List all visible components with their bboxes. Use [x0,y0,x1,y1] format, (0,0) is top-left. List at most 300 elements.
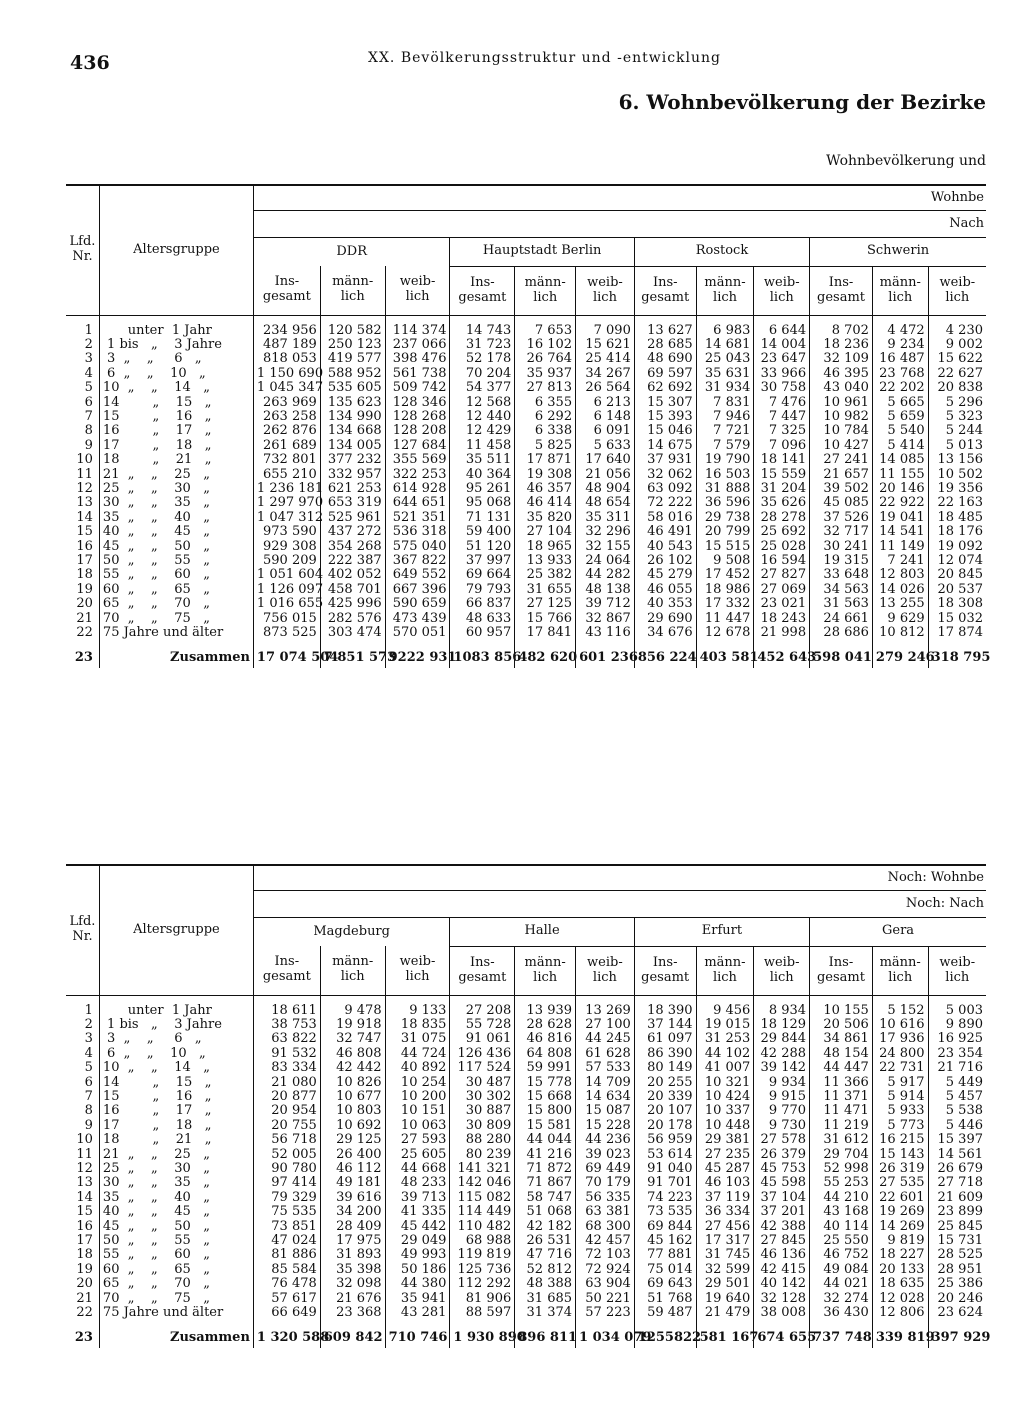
total-value: 482 620 [515,648,576,668]
table-row [66,367,986,381]
value-cell: 32 098 [320,1277,385,1291]
value-cell: 234 956 [253,324,320,338]
value-cell: 134 990 [320,410,385,424]
value-cell: 655 210 [253,468,320,482]
value-cell: 18 986 [696,583,754,597]
value-cell: 42 288 [754,1047,810,1061]
row-number: 16 [76,538,93,554]
total-value: 598 041 [810,648,873,668]
value-cell: 9 456 [696,1004,754,1018]
value-cell: 19 308 [515,468,576,482]
table-row [66,482,986,496]
value-cell: 10 616 [872,1018,928,1032]
value-cell: 18 227 [872,1248,928,1262]
value-cell: 5 633 [576,439,635,453]
col-weiblich: weib- lich [928,266,986,315]
value-cell: 13 933 [515,554,576,568]
total-value: 318 795 [928,648,986,668]
value-cell: 56 335 [576,1191,635,1205]
value-cell: 25 382 [515,568,576,582]
value-cell: 44 282 [576,568,635,582]
value-cell: 20 799 [696,525,754,539]
total-value: 17 074 504 [253,648,320,668]
value-cell: 52 178 [450,352,515,366]
value-cell: 18 390 [634,1004,696,1018]
value-cell: 10 826 [320,1076,385,1090]
value-cell: 44 236 [576,1133,635,1147]
row-number: 6 [84,394,93,410]
value-cell: 23 899 [928,1205,986,1219]
col-weiblich: weib- lich [385,266,450,315]
value-cell: 32 062 [634,468,696,482]
col-maennlich: männ- lich [872,946,928,995]
value-cell: 16 503 [696,468,754,482]
value-cell: 5 003 [928,1004,986,1018]
value-cell: 19 092 [928,540,986,554]
table-row [66,525,986,539]
value-cell: 14 085 [872,453,928,467]
value-cell: 91 040 [634,1162,696,1176]
value-cell: 28 685 [634,338,696,352]
value-cell: 50 186 [385,1263,450,1277]
value-cell: 59 487 [634,1306,696,1320]
value-cell: 38 753 [253,1018,320,1032]
value-cell: 14 743 [450,324,515,338]
table-row [66,1018,986,1032]
value-cell: 4 230 [928,324,986,338]
value-cell: 7 447 [754,410,810,424]
value-cell: 19 315 [810,554,873,568]
value-cell: 37 119 [696,1191,754,1205]
value-cell: 80 239 [450,1148,515,1162]
value-cell: 10 200 [385,1090,450,1104]
value-cell: 66 649 [253,1306,320,1320]
value-cell: 18 611 [253,1004,320,1018]
value-cell: 127 684 [385,439,450,453]
value-cell: 114 374 [385,324,450,338]
value-cell: 20 755 [253,1119,320,1133]
value-cell: 38 008 [754,1306,810,1320]
table-row [66,1104,986,1118]
value-cell: 15 397 [928,1133,986,1147]
value-cell: 48 138 [576,583,635,597]
col-insgesamt: Ins- gesamt [253,266,320,315]
value-cell: 9 934 [754,1076,810,1090]
age-group-label: 30 „ „ 35 „ [99,496,253,510]
value-cell: 88 597 [450,1306,515,1320]
value-cell: 9 819 [872,1234,928,1248]
value-cell: 521 351 [385,511,450,525]
row-number: 23 [74,1330,93,1346]
value-cell: 46 414 [515,496,576,510]
value-cell: 69 449 [576,1162,635,1176]
value-cell: 26 564 [576,381,635,395]
value-cell: 56 959 [634,1133,696,1147]
value-cell: 28 278 [754,511,810,525]
table-row [66,612,986,626]
value-cell: 9 478 [320,1004,385,1018]
value-cell: 80 149 [634,1061,696,1075]
value-cell: 68 300 [576,1220,635,1234]
value-cell: 667 396 [385,583,450,597]
col-weiblich: weib- lich [576,946,635,995]
value-cell: 63 904 [576,1277,635,1291]
value-cell: 31 893 [320,1248,385,1262]
value-cell: 30 809 [450,1119,515,1133]
value-cell: 18 236 [810,338,873,352]
value-cell: 59 991 [515,1061,576,1075]
value-cell: 32 155 [576,540,635,554]
value-cell: 27 125 [515,597,576,611]
value-cell: 7 653 [515,324,576,338]
value-cell: 4 472 [872,324,928,338]
value-cell: 653 319 [320,496,385,510]
value-cell: 5 914 [872,1090,928,1104]
value-cell: 35 631 [696,367,754,381]
value-cell: 37 997 [450,554,515,568]
value-cell: 29 738 [696,511,754,525]
value-cell: 509 742 [385,381,450,395]
value-cell: 17 936 [872,1032,928,1046]
value-cell: 973 590 [253,525,320,539]
value-cell: 24 800 [872,1047,928,1061]
value-cell: 17 640 [576,453,635,467]
value-cell: 16 594 [754,554,810,568]
value-cell: 355 569 [385,453,450,467]
value-cell: 35 941 [385,1292,450,1306]
total-value: 403 581 [696,648,754,668]
value-cell: 14 634 [576,1090,635,1104]
value-cell: 10 063 [385,1119,450,1133]
value-cell: 31 934 [696,381,754,395]
value-cell: 33 648 [810,568,873,582]
value-cell: 51 120 [450,540,515,554]
value-cell: 22 163 [928,496,986,510]
value-cell: 72 924 [576,1263,635,1277]
value-cell: 46 103 [696,1176,754,1190]
table-row [66,1205,986,1219]
age-group-label: unter 1 Jahr [99,1004,253,1018]
value-cell: 15 766 [515,612,576,626]
value-cell: 6 148 [576,410,635,424]
age-group-label: 50 „ „ 55 „ [99,554,253,568]
value-cell: 929 308 [253,540,320,554]
total-label: Zusammen [99,648,253,668]
value-cell: 45 442 [385,1220,450,1234]
value-cell: 27 208 [450,1004,515,1018]
value-cell: 52 998 [810,1162,873,1176]
age-group-label: 3 „ „ 6 „ [99,1032,253,1046]
value-cell: 10 151 [385,1104,450,1118]
value-cell: 18 635 [872,1277,928,1291]
value-cell: 18 141 [754,453,810,467]
value-cell: 32 717 [810,525,873,539]
value-cell: 10 982 [810,410,873,424]
value-cell: 28 686 [810,626,873,640]
group-1-header: Magdeburg [253,918,450,947]
value-cell: 21 657 [810,468,873,482]
value-cell: 9 629 [872,612,928,626]
value-cell: 614 928 [385,482,450,496]
value-cell: 7 096 [754,439,810,453]
table-row [66,1191,986,1205]
value-cell: 66 837 [450,597,515,611]
value-cell: 15 581 [515,1119,576,1133]
table-row [66,424,986,438]
value-cell: 24 661 [810,612,873,626]
table-row [66,468,986,482]
value-cell: 95 068 [450,496,515,510]
value-cell: 12 074 [928,554,986,568]
value-cell: 39 023 [576,1148,635,1162]
value-cell: 97 414 [253,1176,320,1190]
col-weiblich: weib- lich [576,266,635,315]
value-cell: 5 773 [872,1119,928,1133]
value-cell: 250 123 [320,338,385,352]
value-cell: 873 525 [253,626,320,640]
total-value: 7 851 573 [320,648,385,668]
value-cell: 31 075 [385,1032,450,1046]
value-cell: 19 015 [696,1018,754,1032]
value-cell: 9 890 [928,1018,986,1032]
value-cell: 31 612 [810,1133,873,1147]
table-row [66,626,986,640]
value-cell: 19 918 [320,1018,385,1032]
value-cell: 69 664 [450,568,515,582]
value-cell: 10 337 [696,1104,754,1118]
value-cell: 77 881 [634,1248,696,1262]
banner-wohnbe: Wohnbe [253,185,986,211]
row-number: 5 [84,380,93,396]
value-cell: 70 179 [576,1176,635,1190]
value-cell: 125 736 [450,1263,515,1277]
value-cell: 134 668 [320,424,385,438]
age-group-label: 16 „ 17 „ [99,424,253,438]
value-cell: 13 939 [515,1004,576,1018]
value-cell: 5 414 [872,439,928,453]
row-number: 19 [76,1261,93,1277]
value-cell: 535 605 [320,381,385,395]
value-cell: 17 332 [696,597,754,611]
value-cell: 141 321 [450,1162,515,1176]
value-cell: 110 482 [450,1220,515,1234]
total-value: 737 748 [810,1328,873,1348]
row-number: 17 [76,1233,93,1248]
age-group-label: 35 „ „ 40 „ [99,1191,253,1205]
value-cell: 134 005 [320,439,385,453]
col-lfd-nr: Lfd. Nr. [66,865,99,995]
value-cell: 7 721 [696,424,754,438]
value-cell: 17 317 [696,1234,754,1248]
value-cell: 23 647 [754,352,810,366]
row-number: 4 [84,365,93,381]
total-value: 710 746 [385,1328,450,1348]
value-cell: 23 368 [320,1306,385,1320]
row-number: 10 [76,1132,93,1148]
value-cell: 6 091 [576,424,635,438]
value-cell: 13 255 [872,597,928,611]
value-cell: 20 246 [928,1292,986,1306]
table-row [66,568,986,582]
value-cell: 398 476 [385,352,450,366]
row-number: 12 [76,480,93,496]
row-number: 4 [84,1045,93,1061]
value-cell: 73 851 [253,1220,320,1234]
value-cell: 5 540 [872,424,928,438]
value-cell: 21 716 [928,1061,986,1075]
value-cell: 7 831 [696,396,754,410]
value-cell: 21 998 [754,626,810,640]
value-cell: 72 222 [634,496,696,510]
value-cell: 11 219 [810,1119,873,1133]
col-maennlich: männ- lich [320,946,385,995]
value-cell: 322 253 [385,468,450,482]
banner-nach: Noch: Nach [253,891,986,918]
value-cell: 32 867 [576,612,635,626]
value-cell: 28 525 [928,1248,986,1262]
value-cell: 1 016 655 [253,597,320,611]
value-cell: 128 268 [385,410,450,424]
value-cell: 47 024 [253,1234,320,1248]
value-cell: 49 084 [810,1263,873,1277]
table-row [66,1076,986,1090]
age-group-label: 15 „ 16 „ [99,410,253,424]
row-number: 15 [76,524,93,540]
age-group-label: 45 „ „ 50 „ [99,540,253,554]
col-maennlich: männ- lich [515,266,576,315]
group-2-header: Hauptstadt Berlin [450,238,634,267]
value-cell: 588 952 [320,367,385,381]
value-cell: 48 154 [810,1047,873,1061]
value-cell: 31 685 [515,1292,576,1306]
value-cell: 42 388 [754,1220,810,1234]
value-cell: 22 922 [872,496,928,510]
value-cell: 12 028 [872,1292,928,1306]
value-cell: 26 102 [634,554,696,568]
value-cell: 32 109 [810,352,873,366]
value-cell: 15 668 [515,1090,576,1104]
value-cell: 8 702 [810,324,873,338]
table-row [66,324,986,338]
value-cell: 1 236 181 [253,482,320,496]
value-cell: 69 844 [634,1220,696,1234]
value-cell: 27 069 [754,583,810,597]
value-cell: 95 261 [450,482,515,496]
value-cell: 27 535 [872,1176,928,1190]
value-cell: 43 040 [810,381,873,395]
value-cell: 12 678 [696,626,754,640]
value-cell: 29 049 [385,1234,450,1248]
value-cell: 18 176 [928,525,986,539]
value-cell: 354 268 [320,540,385,554]
age-group-label: 50 „ „ 55 „ [99,1234,253,1248]
population-table-b [66,864,991,1348]
value-cell: 26 531 [515,1234,576,1248]
age-group-label: 55 „ „ 60 „ [99,1248,253,1262]
value-cell: 27 718 [928,1176,986,1190]
value-cell: 47 716 [515,1248,576,1262]
value-cell: 11 366 [810,1076,873,1090]
col-insgesamt: Ins- gesamt [450,266,515,315]
value-cell: 17 975 [320,1234,385,1248]
table-row [66,338,986,352]
value-cell: 20 178 [634,1119,696,1133]
table-row [66,1047,986,1061]
value-cell: 48 904 [576,482,635,496]
value-cell: 6 292 [515,410,576,424]
table-row [66,1248,986,1262]
value-cell: 21 609 [928,1191,986,1205]
value-cell: 39 713 [385,1191,450,1205]
value-cell: 37 104 [754,1191,810,1205]
value-cell: 12 806 [872,1306,928,1320]
row-number: 8 [84,1103,93,1119]
value-cell: 6 338 [515,424,576,438]
value-cell: 27 100 [576,1018,635,1032]
value-cell: 649 552 [385,568,450,582]
age-group-label: 17 „ 18 „ [99,1119,253,1133]
value-cell: 15 087 [576,1104,635,1118]
col-maennlich: männ- lich [515,946,576,995]
value-cell: 40 364 [450,468,515,482]
value-cell: 39 712 [576,597,635,611]
value-cell: 44 724 [385,1047,450,1061]
value-cell: 48 388 [515,1277,576,1291]
value-cell: 39 142 [754,1061,810,1075]
value-cell: 20 537 [928,583,986,597]
value-cell: 32 128 [754,1292,810,1306]
value-cell: 115 082 [450,1191,515,1205]
value-cell: 31 655 [515,583,576,597]
value-cell: 81 906 [450,1292,515,1306]
value-cell: 31 563 [810,597,873,611]
value-cell: 35 511 [450,453,515,467]
value-cell: 45 162 [634,1234,696,1248]
value-cell: 22 731 [872,1061,928,1075]
value-cell: 44 668 [385,1162,450,1176]
value-cell: 48 654 [576,496,635,510]
value-cell: 14 561 [928,1148,986,1162]
value-cell: 23 354 [928,1047,986,1061]
value-cell: 68 988 [450,1234,515,1248]
value-cell: 525 961 [320,511,385,525]
table-row [66,453,986,467]
value-cell: 21 080 [253,1076,320,1090]
value-cell: 12 568 [450,396,515,410]
value-cell: 48 233 [385,1176,450,1190]
value-cell: 25 692 [754,525,810,539]
value-cell: 1 126 097 [253,583,320,597]
value-cell: 91 701 [634,1176,696,1190]
value-cell: 7 090 [576,324,635,338]
value-cell: 575 040 [385,540,450,554]
value-cell: 22 601 [872,1191,928,1205]
value-cell: 16 102 [515,338,576,352]
total-value: 279 246 [872,648,928,668]
value-cell: 377 232 [320,453,385,467]
value-cell: 48 633 [450,612,515,626]
value-cell: 437 272 [320,525,385,539]
value-cell: 10 155 [810,1004,873,1018]
value-cell: 120 582 [320,324,385,338]
row-number: 11 [76,1146,93,1162]
table-row [66,1148,986,1162]
section-title: 6. Wohnbevölkerung der Bezirke [618,90,986,114]
value-cell: 5 013 [928,439,986,453]
row-number: 21 [76,1290,93,1306]
value-cell: 11 471 [810,1104,873,1118]
value-cell: 5 665 [872,396,928,410]
